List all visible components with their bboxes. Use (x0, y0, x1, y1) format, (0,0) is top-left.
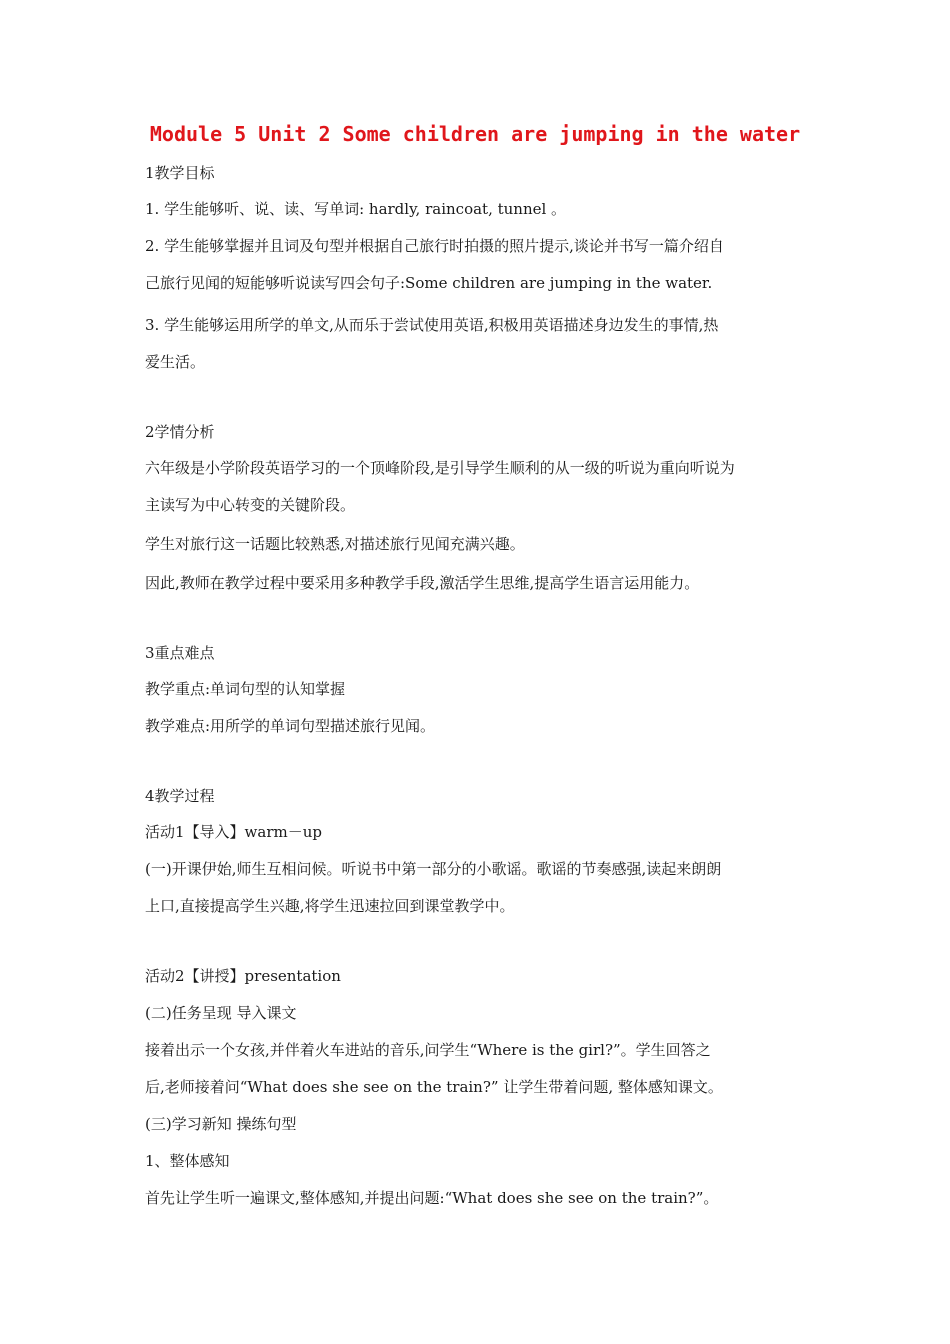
activity-2-line-4: (三)学习新知 操练句型 (145, 1115, 297, 1133)
activity-2-line-2: 接着出示一个女孩,并伴着火车进站的音乐,问学生“Where is the girl?”。学生回答之 (145, 1041, 711, 1059)
document-body (145, 161, 813, 1210)
activity-1-label: 活动1【导入】warm－up (145, 823, 322, 841)
activity-2-line-1: (二)任务呈现 导入课文 (145, 1004, 297, 1022)
activity-2-line-5: 1、整体感知 (145, 1152, 230, 1170)
activity-2-label: 活动2【讲授】presentation (145, 967, 341, 985)
section-heading-objectives: 1教学目标 (145, 164, 215, 182)
section-heading-key-points: 3重点难点 (145, 644, 215, 662)
analysis-line-4: 因此,教师在教学过程中要采用多种教学手段,激活学生思维,提高学生语言运用能力。 (145, 574, 700, 592)
objective-line-3b: 爱生活。 (145, 353, 206, 371)
analysis-line-3: 学生对旅行这一话题比较熟悉,对描述旅行见闻充满兴趣。 (145, 535, 525, 553)
objective-line-2a: 2. 学生能够掌握并且词及句型并根据自己旅行时拍摄的照片提示,谈论并书写一篇介绍自 (145, 237, 724, 255)
activity-1-line-1: (一)开课伊始,师生互相问候。听说书中第一部分的小歌谣。歌谣的节奏感强,读起来朗朗 (145, 860, 722, 878)
difficulty-line: 教学难点:用所学的单词句型描述旅行见闻。 (145, 717, 436, 735)
activity-2-line-3: 后,老师接着问“What does she see on the train?” 让学生带着问题, 整体感知课文。 (145, 1078, 723, 1096)
objective-line-2b: 己旅行见闻的短能够听说读写四会句子:Some children are jumping in the water. (145, 274, 713, 292)
objective-line-1: 1. 学生能够听、说、读、写单词: hardly, raincoat, tunnel 。 (145, 200, 567, 218)
activity-1-line-2: 上口,直接提高学生兴趣,将学生迅速拉回到课堂教学中。 (145, 897, 515, 915)
section-heading-process: 4教学过程 (145, 787, 215, 805)
key-point-line: 教学重点:单词句型的认知掌握 (145, 680, 346, 698)
section-heading-analysis: 2学情分析 (145, 423, 215, 441)
activity-2-line-6: 首先让学生听一遍课文,整体感知,并提出问题:“What does she see on the train?”。 (145, 1189, 719, 1207)
analysis-line-2: 主读写为中心转变的关键阶段。 (145, 496, 356, 514)
document-title: Module 5 Unit 2 Some children are jumping in the water (149, 122, 801, 146)
analysis-line-1: 六年级是小学阶段英语学习的一个顶峰阶段,是引导学生顺利的从一级的听说为重向听说为 (145, 459, 735, 477)
objective-line-3a: 3. 学生能够运用所学的单文,从而乐于尝试使用英语,积极用英语描述身边发生的事情,热 (145, 316, 719, 334)
